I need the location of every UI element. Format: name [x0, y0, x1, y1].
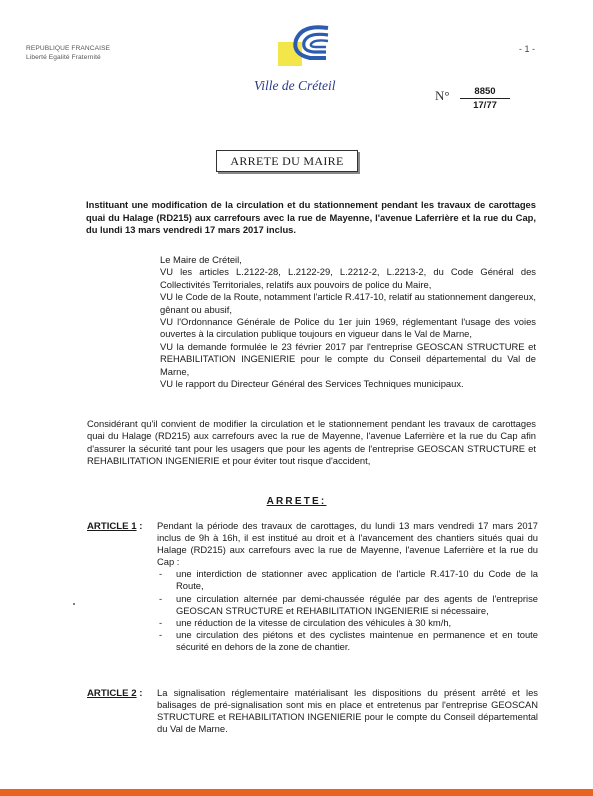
article-1-label-text: ARTICLE 1 [87, 521, 137, 532]
list-item: - une circulation alternée par demi-chaussée régulée par des agents de l'entreprise GEOSCAN STRUCTURE et REHABILITATION INGENIERIE si nécessaire, [157, 593, 538, 617]
article-1-colon: : [139, 521, 143, 532]
scan-speck [73, 603, 75, 605]
footer-bar [0, 789, 593, 796]
republic-line-2: Liberté Egalité Fraternité [26, 54, 101, 61]
list-item: - une interdiction de stationner avec application de l'article R.417-10 du Code de la Route, [157, 568, 538, 592]
republic-line-1: REPUBLIQUE FRANCAISE [26, 45, 111, 52]
list-item: - une réduction de la vitesse de circulation des véhicules à 30 km/h, [157, 617, 538, 629]
decree-number-main: 8850 [460, 86, 510, 99]
article-1-text: Pendant la période des travaux de carottages, du lundi 13 mars vendredi 17 mars 2017 inclus de 9h à 16h, il est institué au droit et à l'avancement des chantiers situés quai du Halage (RD215) aux carrefours avec la rue de Mayenne, l'avenue Laferrière et la rue du Cap : [157, 520, 538, 568]
visa-line: VU la demande formulée le 23 février 2017 par l'entreprise GEOSCAN STRUCTURE et REHABILITATION INGENIERIE pour le compte du Conseil départemental du Val de Marne, [160, 340, 536, 377]
visa-line: Le Maire de Créteil, [160, 254, 242, 265]
article-2-text: La signalisation réglementaire matérialisant les dispositions du présent arrêté et les balisages de pré-signalisation sont mis en place et entretenus par l'entreprise GEOSCAN STRUCTURE et REHABILITATION INGENIERIE pour le compte du Conseil départemental du Val de Marne. [157, 687, 538, 735]
list-item: - une circulation des piétons et des cyclistes maintenue en permanence et en toute sécurité en dehors de la zone de chantier. [157, 629, 538, 653]
considering-paragraph: Considérant qu'il convient de modifier la circulation et le stationnement pendant les travaux de carottages quai du Halage (RD215) aux carrefours avec la rue de Mayenne, l'avenue Laferrière et la rue du Cap afin d'assurer la sécurité tant pour les usagers que pour les agents de l'entreprise GEOSCAN STRUCTURE et REHABILITATION INGENIERIE et pour éviter tout risque d'accident, [87, 418, 536, 467]
city-name: Ville de Créteil [254, 78, 336, 93]
article-1-body [157, 520, 538, 653]
creteil-logo-icon [276, 20, 336, 70]
visa-line: VU le rapport du Directeur Général des Services Techniques municipaux. [160, 378, 464, 390]
visa-line: VU les articles L.2122-28, L.2122-29, L.2212-2, L.2213-2, du Code Général des Collectivités Territoriales, relatifs aux pouvoirs de police du Maire, [160, 266, 536, 290]
article-1-label [87, 521, 142, 532]
intro-paragraph: Instituant une modification de la circulation et du stationnement pendant les travaux de carottages quai du Halage (RD215) aux carrefours avec la rue de Mayenne, l'avenue Laferrière et la rue du Cap, du lundi 13 mars vendredi 17 mars 2017 inclus. [86, 199, 536, 235]
arrete-heading-text: ARRETE [266, 496, 321, 507]
decree-number [460, 86, 510, 111]
number-label: N° [435, 88, 450, 103]
page-number: - 1 - [519, 44, 536, 54]
article-1-list [157, 568, 538, 653]
visa-line: VU l'Ordonnance Générale de Police du 1er juin 1969, réglementant l'usage des voies ouvertes à la circulation publique toujours en vigueur dans le Val de Marne, [160, 316, 536, 340]
republic-mention [26, 44, 110, 62]
arrete-heading [0, 496, 593, 507]
visas-block [160, 254, 536, 390]
decree-number-sub: 17/77 [473, 100, 497, 111]
document-title: ARRETE DU MAIRE [216, 150, 358, 172]
article-2-label-text: ARTICLE 2 [87, 688, 137, 699]
article-2-body [157, 687, 538, 735]
article-2-colon: : [139, 688, 143, 699]
visa-line: VU le Code de la Route, notamment l'article R.417-10, relatif au stationnement dangereux, gênant ou abusif, [160, 291, 536, 315]
article-2-label [87, 688, 142, 699]
arrete-heading-colon: : [320, 496, 327, 507]
